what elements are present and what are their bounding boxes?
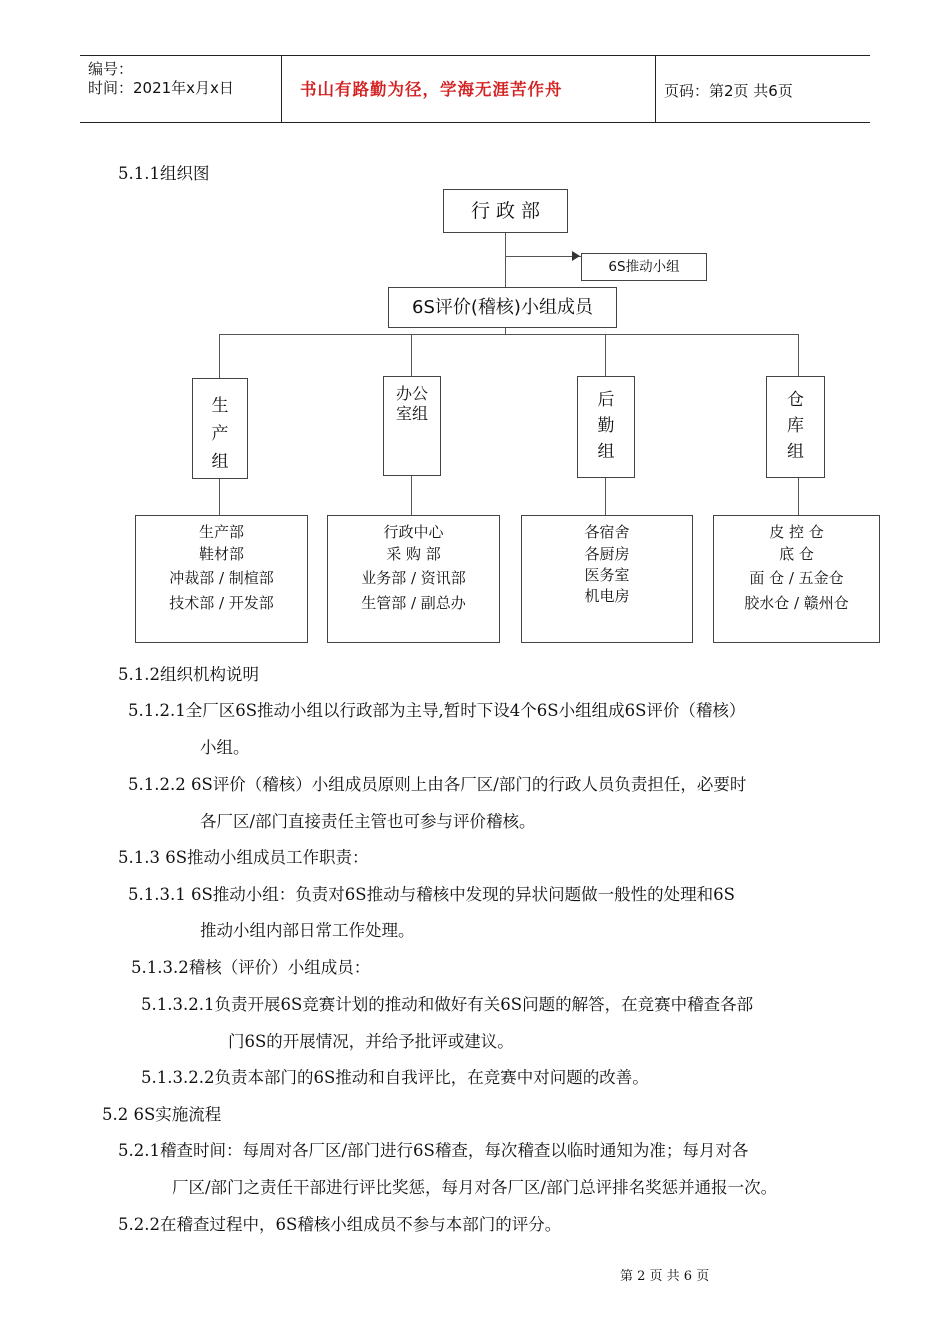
dept-item: 采 购 部: [386, 545, 441, 563]
dept-item: 各宿舍: [584, 523, 630, 541]
group-label-line: 产: [211, 424, 229, 444]
org-dept-list-office: [327, 515, 500, 643]
dept-item: 皮 控 仓: [769, 523, 824, 541]
section-5-1-3-2-2-text: 5.1.3.2.2负责本部门的6S推动和自我评比，在竞赛中对问题的改善。: [141, 1068, 649, 1087]
connector-top-vertical: [505, 233, 506, 287]
connector-group-4: [798, 334, 799, 376]
header-divider-left: [281, 55, 282, 122]
dept-item: 面 仓 / 五金仓: [749, 569, 844, 587]
section-5-1-3-2-1-text-cont: 门6S的开展情况，并给予批评或建议。: [228, 1032, 514, 1051]
group-label-line: 办公: [395, 384, 428, 403]
connector-dept-4: [798, 478, 799, 515]
section-5-1-3-title: 5.1.3 6S推动小组成员工作职责：: [118, 848, 369, 867]
dept-item: 鞋材部: [198, 545, 244, 563]
dept-item: 医务室: [584, 566, 630, 584]
dept-item: 生管部 / 副总办: [361, 594, 466, 612]
dept-item: 技术部 / 开发部: [169, 594, 274, 612]
connector-group-3: [605, 334, 606, 376]
group-label-line: 库: [787, 416, 804, 436]
section-5-1-2-2-text-cont: 各厂区/部门直接责任主管也可参与评价稽核。: [200, 812, 536, 831]
section-5-2-title: 5.2 6S实施流程: [102, 1105, 222, 1124]
dept-item: 机电房: [584, 587, 630, 605]
section-5-1-3-2-1-text: 5.1.3.2.1负责开展6S竞赛计划的推动和做好有关6S问题的解答，在竞赛中稽查各部: [141, 995, 754, 1014]
header-code-label: 编号：: [88, 60, 134, 78]
connector-promo-horizontal: [505, 256, 581, 257]
dept-item: 各厨房: [584, 545, 630, 563]
group-label-line: 组: [597, 442, 615, 462]
header-top-rule: [80, 55, 870, 56]
org-dept-list-logistics: [521, 515, 693, 643]
header-divider-right: [655, 55, 656, 122]
group-label-line: 组: [787, 442, 804, 462]
section-5-2-1-text-cont: 厂区/部门之责任干部进行评比奖惩，每月对各厂区/部门总评排名奖惩并通报一次。: [172, 1178, 778, 1197]
section-5-1-2-title: 5.1.2组织机构说明: [118, 665, 259, 684]
org-group-office: [383, 376, 441, 476]
header-date-label: 时间：2021年x月x日: [88, 79, 234, 97]
dept-item: 底 仓: [779, 545, 814, 563]
dept-item: 业务部 / 资讯部: [361, 569, 466, 587]
group-label-line: 勤: [597, 416, 615, 436]
org-group-logistics: [577, 376, 635, 478]
connector-group-bus: [219, 334, 799, 335]
section-5-1-2-2-text: 5.1.2.2 6S评价（稽核）小组成员原则上由各厂区/部门的行政人员负责担任，必要时: [128, 775, 747, 794]
section-5-1-3-2-title: 5.1.3.2稽核（评价）小组成员：: [131, 958, 371, 977]
section-5-1-3-1-text-cont: 推动小组内部日常工作处理。: [200, 921, 415, 940]
connector-dept-1: [219, 479, 220, 515]
header-motto: 书山有路勤为径，学海无涯苦作舟: [300, 80, 563, 99]
group-label-line: 仓: [787, 390, 804, 410]
connector-dept-3: [605, 478, 606, 515]
section-5-2-2-text: 5.2.2在稽查过程中，6S稽核小组成员不参与本部门的评分。: [118, 1215, 562, 1234]
header-bottom-rule: [80, 122, 870, 123]
group-label-line: 后: [597, 390, 615, 410]
arrow-right-icon: [572, 251, 580, 261]
group-label-line: 组: [211, 452, 229, 472]
group-label-line: 生: [211, 396, 229, 416]
group-label-line: 室组: [395, 404, 428, 423]
dept-item: 生产部: [198, 523, 244, 541]
org-group-warehouse: [766, 376, 825, 478]
dept-item: 行政中心: [383, 523, 444, 541]
org-node-eval-group: 6S评价(稽核)小组成员: [388, 287, 617, 328]
org-dept-list-warehouse: [713, 515, 880, 643]
org-group-production: [192, 378, 248, 479]
connector-group-2: [411, 334, 412, 376]
connector-dept-2: [411, 476, 412, 515]
dept-item: 冲裁部 / 制楦部: [169, 569, 274, 587]
section-5-1-2-1-text: 5.1.2.1全厂区6S推动小组以行政部为主导,暂时下设4个6S小组组成6S评价（稽核）: [128, 701, 746, 720]
section-5-2-1-text: 5.2.1稽查时间：每周对各厂区/部门进行6S稽查，每次稽查以临时通知为准；每月对各: [118, 1141, 749, 1160]
section-5-1-2-1-text-cont: 小组。: [200, 738, 250, 757]
header-page-info: 页码：第2页 共6页: [664, 82, 793, 100]
dept-item: 胶水仓 / 赣州仓: [744, 594, 849, 612]
section-5-1-3-1-text: 5.1.3.1 6S推动小组：负责对6S推动与稽核中发现的异状问题做一般性的处理和6S: [128, 885, 735, 904]
org-node-promo-group: 6S推动小组: [581, 253, 707, 281]
org-dept-list-production: [135, 515, 308, 643]
connector-group-1: [219, 334, 220, 378]
page-footer: 第 2 页 共 6 页: [620, 1269, 710, 1284]
section-5-1-1-title: 5.1.1组织图: [118, 164, 210, 183]
org-node-admin: 行 政 部: [443, 189, 568, 233]
